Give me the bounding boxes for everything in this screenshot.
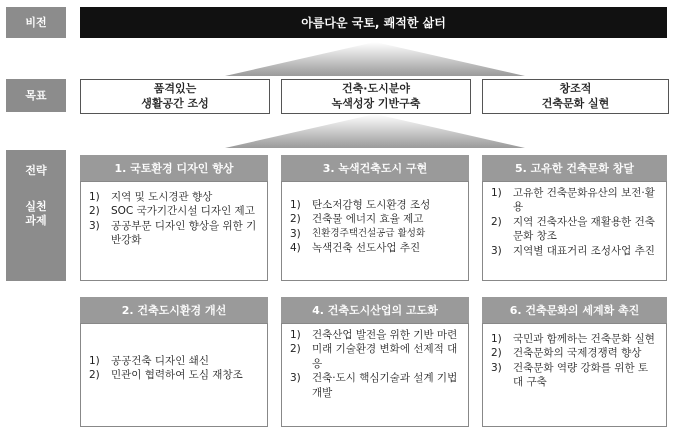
task-item (491, 244, 658, 258)
task-text: 공공건축 디자인 쇄신 (111, 355, 209, 367)
task-number: 2) (491, 347, 502, 360)
strategy-title: 3. 녹색건축도시 구현 (281, 155, 469, 181)
task-item (290, 212, 460, 226)
task-text: 고유한 건축문화유산의 보전·활용 (513, 187, 655, 214)
strategy-title: 5. 고유한 건축문화 창달 (482, 155, 667, 181)
strategy-6 (482, 297, 667, 427)
task-text: 미래 기술환경 변화에 선제적 대응 (312, 343, 458, 370)
task-number: 2) (89, 369, 100, 382)
task-text: 지역 건축자산을 재활용한 건축문화 창조 (513, 215, 655, 243)
task-item (290, 342, 460, 371)
goal-3: 창조적 건축문화 실현 (482, 79, 669, 114)
task-text: 공공부문 디자인 향상을 위한 기반강화 (111, 219, 257, 247)
strategy-tasks (482, 323, 667, 427)
label-goal: 목표 (6, 79, 66, 112)
strategy-5 (482, 155, 667, 281)
task-number: 4) (290, 242, 301, 255)
task-text: 지역별 대표거리 조성사업 추진 (513, 244, 655, 257)
task-text: 건축산업 발전을 위한 기반 마련 (312, 329, 458, 341)
vision-bar: 아름다운 국토, 쾌적한 삶터 (80, 7, 667, 38)
label-strategy: 전략 (25, 164, 47, 177)
task-text: 건축물 에너지 효율 제고 (312, 213, 424, 226)
task-number: 1) (290, 199, 301, 211)
task-text: 지역 및 도시경관 향상 (111, 191, 213, 203)
task-text: 건축문화 역량 강화를 위한 토대 구축 (513, 361, 649, 389)
task-text: 민관이 협력하여 도심 재창조 (111, 369, 243, 382)
task-text: 친환경주택건설공급 활성화 (312, 227, 426, 239)
task-text: SOC 국가기간시설 디자인 제고 (111, 205, 255, 218)
goal-2: 건축·도시분야 녹색성장 기반구축 (281, 79, 471, 114)
strategy-title: 1. 국토환경 디자인 향상 (80, 155, 268, 181)
strategy-tasks (281, 323, 469, 427)
task-text: 국민과 함께하는 건축문화 실현 (513, 333, 655, 345)
strategy-title: 4. 건축도시산업의 고도화 (281, 297, 469, 323)
task-number: 3) (290, 372, 301, 385)
task-number: 1) (89, 355, 100, 367)
strategy-2 (80, 297, 268, 427)
up-arrow-vision (225, 42, 525, 76)
task-number: 2) (89, 205, 100, 218)
task-item (290, 198, 460, 212)
task-number: 1) (491, 187, 502, 199)
strategy-title: 2. 건축도시환경 개선 (80, 297, 268, 323)
up-arrow-goal (225, 114, 525, 148)
strategy-tasks (281, 181, 469, 281)
task-text: 건축문화의 국제경쟁력 향상 (513, 347, 642, 360)
goal-1: 품격있는 생활공간 조성 (80, 79, 270, 114)
strategy-4 (281, 297, 469, 427)
strategy-title: 6. 건축문화의 세계화 촉진 (482, 297, 667, 323)
task-number: 3) (491, 244, 502, 257)
task-item (491, 346, 658, 360)
task-text: 건축·도시 핵심기술과 설계 기법 개발 (312, 372, 458, 399)
task-number: 2) (491, 215, 502, 228)
task-item (491, 215, 658, 244)
label-strategy-tasks (6, 150, 66, 281)
task-number: 3) (290, 227, 301, 240)
task-number: 1) (491, 333, 502, 345)
task-item (89, 368, 259, 382)
task-item (290, 371, 460, 400)
task-number: 1) (89, 191, 100, 203)
strategy-tasks (80, 181, 268, 281)
label-tasks: 실천 과제 (25, 199, 47, 227)
strategy-1 (80, 155, 268, 281)
strategy-tasks (80, 323, 268, 427)
task-item (290, 328, 460, 342)
task-item (491, 186, 658, 215)
strategy-3 (281, 155, 469, 281)
task-number: 3) (491, 361, 502, 374)
task-item (491, 332, 658, 346)
strategy-tasks (482, 181, 667, 281)
task-item (89, 219, 259, 248)
task-number: 3) (89, 219, 100, 232)
task-item (89, 204, 259, 218)
task-number: 1) (290, 329, 301, 341)
task-item (290, 241, 460, 255)
task-item (491, 361, 658, 390)
task-item (89, 190, 259, 204)
label-vision: 비전 (6, 7, 66, 38)
task-number: 2) (290, 213, 301, 226)
task-item (290, 227, 460, 241)
task-text: 녹색건축 선도사업 추진 (312, 242, 421, 255)
task-number: 2) (290, 343, 301, 356)
task-text: 탄소저감형 도시환경 조성 (312, 199, 431, 211)
task-item (89, 354, 259, 368)
